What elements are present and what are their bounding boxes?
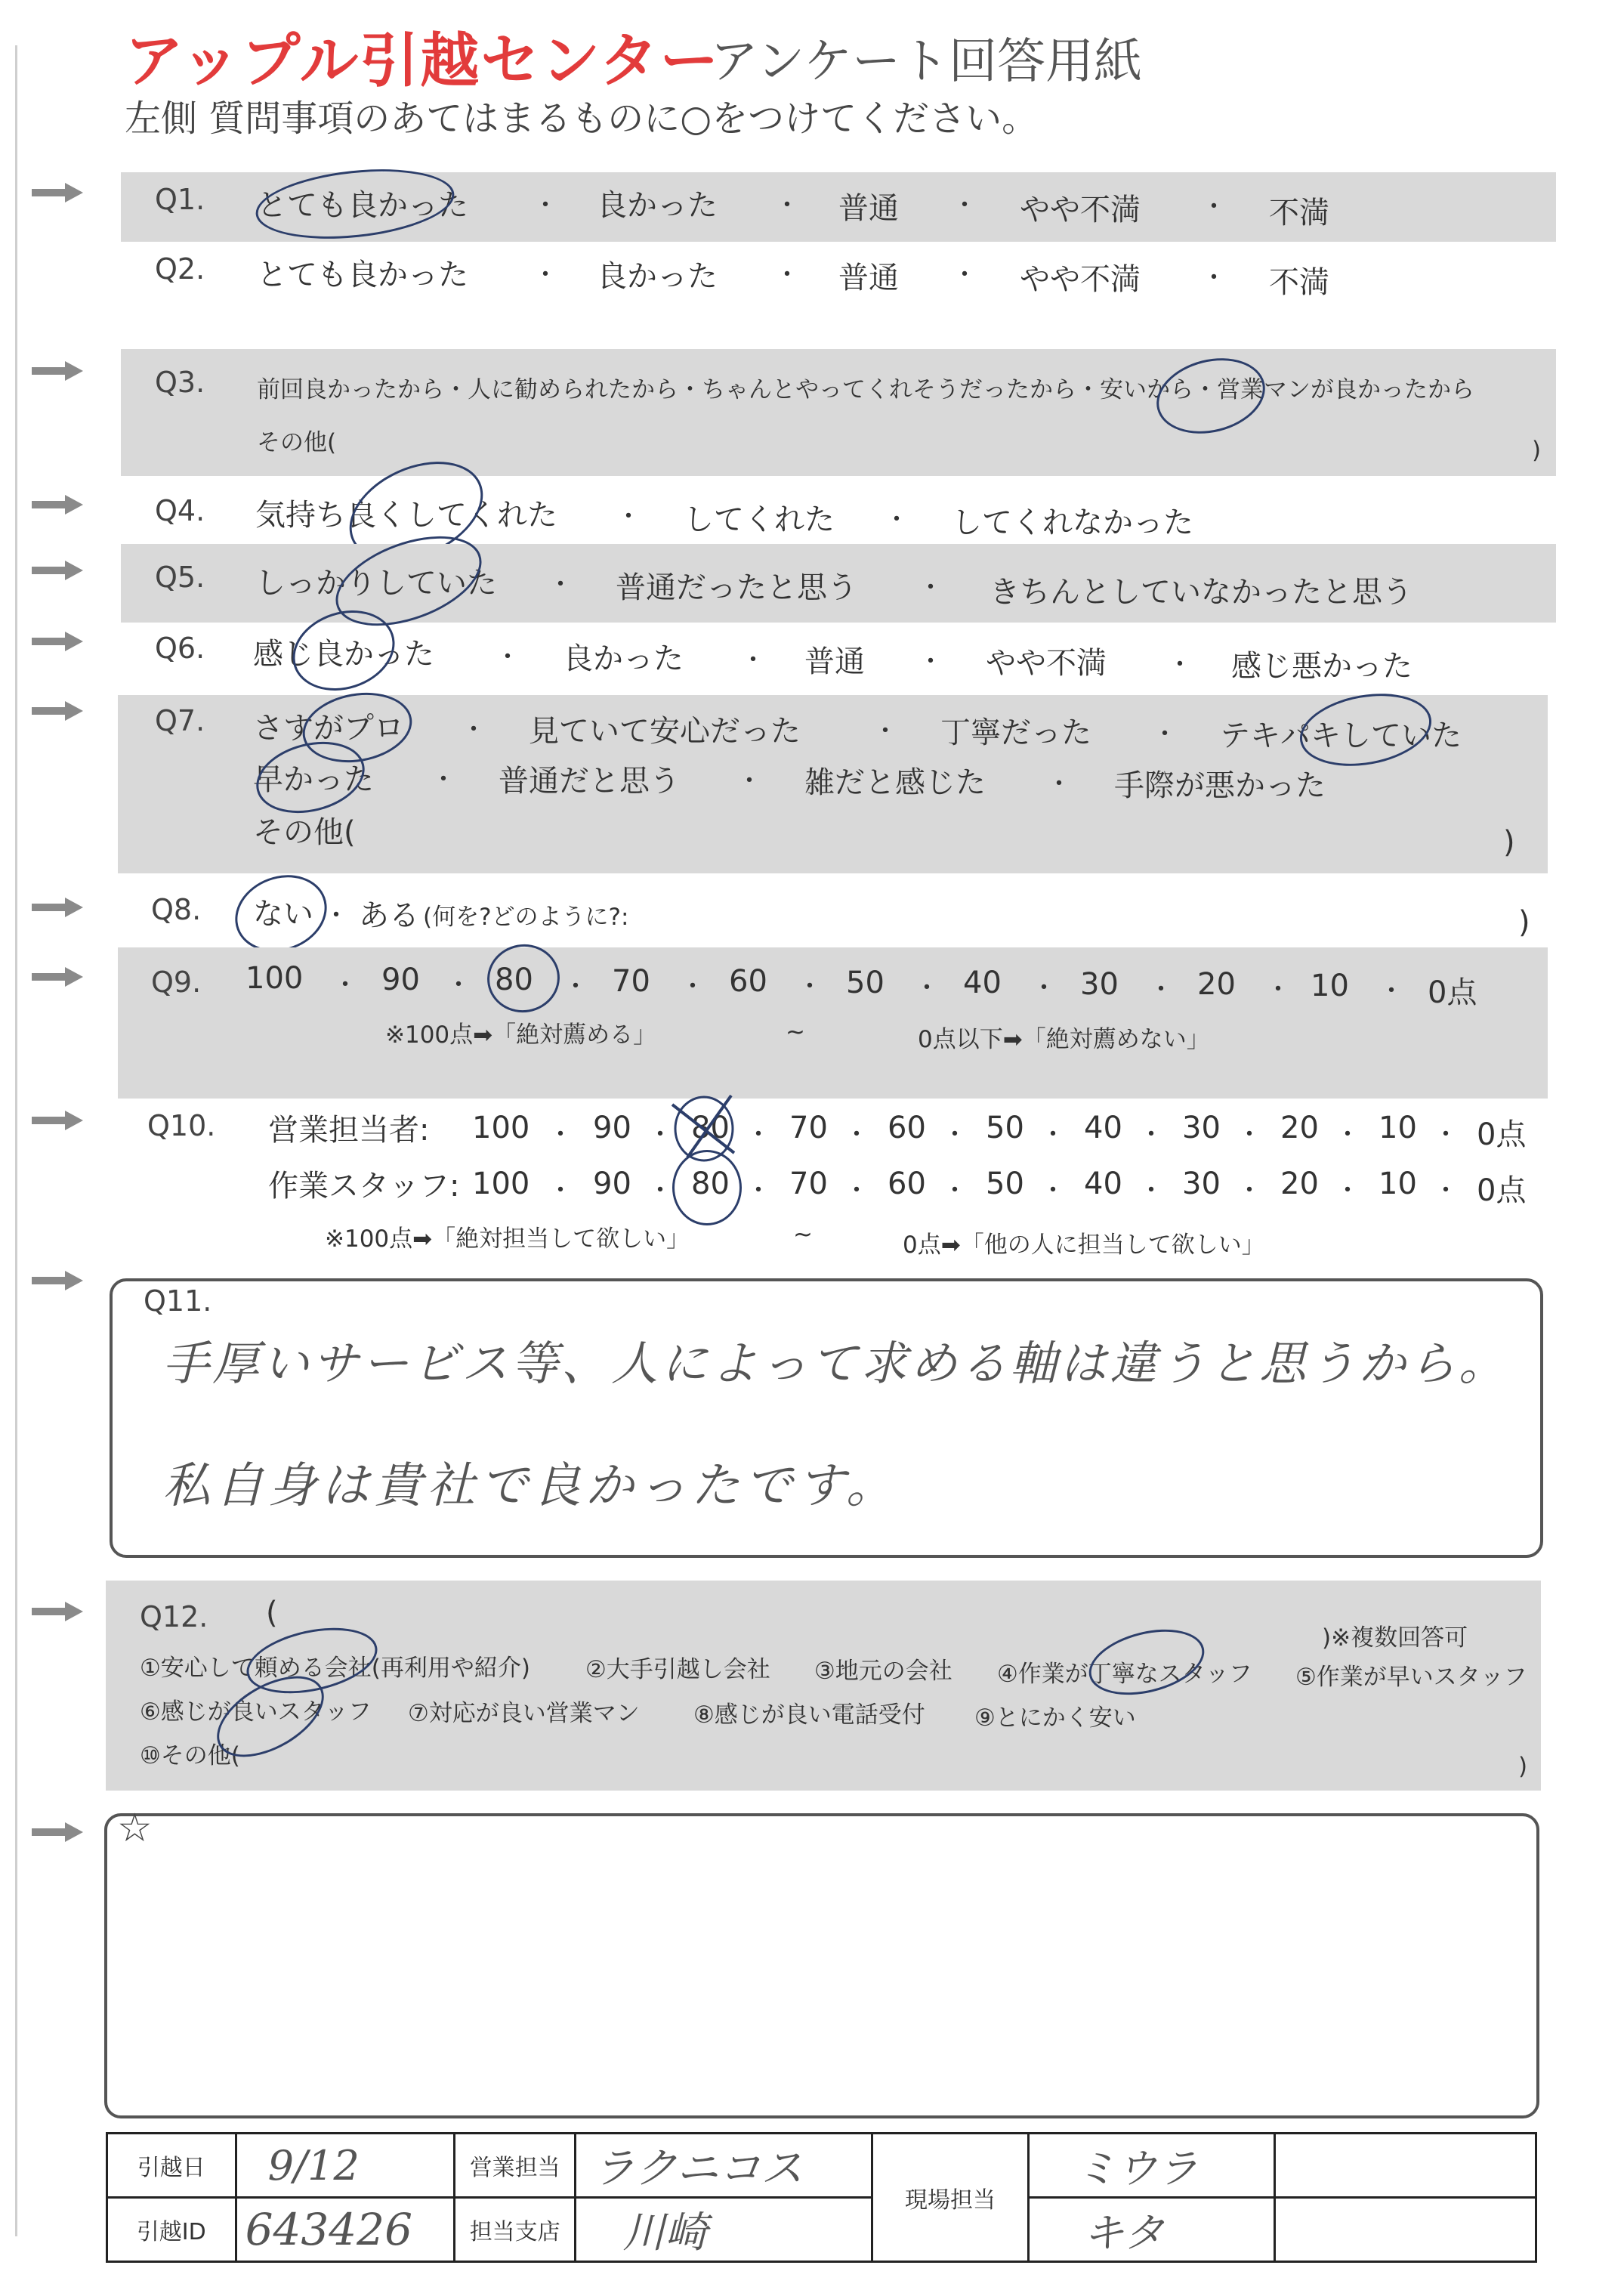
margin-arrow [32, 898, 85, 917]
q7-option-5[interactable]: 早かった [253, 762, 374, 797]
q10-sales-score-70[interactable]: 70 [789, 1111, 828, 1145]
site-staff-value-1: ミウラ [1075, 2144, 1198, 2193]
q10-note-right: 0点➡「他の人に担当して欲しい」 [903, 1231, 1265, 1259]
q8-prompt[interactable]: (何を?どのように?: [423, 904, 629, 931]
binding-line [15, 45, 17, 2236]
q12-option-4[interactable]: ④作業が丁寧なスタッフ [997, 1661, 1252, 1688]
q7-option-3[interactable]: 丁寧だった [940, 715, 1091, 750]
q7-other[interactable]: その他( [253, 815, 356, 850]
separator: ・ [1152, 719, 1178, 749]
separator: ・ [844, 1120, 869, 1150]
q11-handwriting-line1: 手厚いサービス等、人によって求める軸は違うと思うから。 [162, 1336, 1509, 1391]
q9-score-50[interactable]: 50 [846, 966, 885, 1000]
q2-option-1[interactable]: とても良かった [257, 258, 468, 292]
q12-option-1[interactable]: ①安心して頼める会社(再利用や紹介) [140, 1655, 530, 1682]
q3-other[interactable]: その他( [257, 429, 337, 456]
q3-close: ) [1532, 437, 1542, 464]
q10-sales-score-20[interactable]: 20 [1280, 1111, 1319, 1145]
sales-rep-value: ラクニコス [592, 2144, 804, 2193]
q5-label: Q5. [155, 561, 205, 594]
separator: ・ [746, 1120, 771, 1150]
separator: ・ [1138, 1176, 1164, 1206]
star-icon: ☆ [117, 1806, 153, 1851]
q9-label: Q9. [151, 966, 202, 999]
q4-option-3[interactable]: してくれなかった [952, 505, 1193, 540]
instruction-text: 左側 質問事項のあてはまるものに○をつけてください。 [125, 97, 1039, 140]
separator: ・ [774, 190, 800, 221]
separator: ・ [533, 190, 558, 221]
margin-arrow [32, 632, 85, 651]
separator: ・ [431, 765, 456, 795]
site-staff-value-2: キタ [1082, 2208, 1165, 2257]
q9-score-90[interactable]: 90 [381, 963, 420, 997]
company-title: アップル引越センター [125, 27, 721, 95]
q9-score-30[interactable]: 30 [1080, 967, 1119, 1002]
q5-option-3[interactable]: きちんとしていなかったと思う [990, 575, 1413, 610]
q10-staff-score-50[interactable]: 50 [986, 1167, 1024, 1201]
q4-label: Q4. [155, 494, 205, 527]
q12-option-7[interactable]: ⑦対応が良い営業マン [408, 1700, 640, 1727]
separator: ・ [746, 1176, 771, 1206]
separator: ・ [332, 970, 358, 1000]
form-subtitle: アンケート回答用紙 [710, 34, 1143, 90]
q11-handwriting-line2: 私自身は貴社で良かったです。 [162, 1458, 899, 1514]
q6-option-2[interactable]: 良かった [563, 641, 684, 676]
empty-cell [1274, 2134, 1536, 2198]
q10-sales-score-40[interactable]: 40 [1084, 1111, 1122, 1145]
q12-close: ) [1518, 1753, 1528, 1780]
q10-staff-score-30[interactable]: 30 [1182, 1167, 1221, 1201]
q10-sales-score-30[interactable]: 30 [1182, 1111, 1221, 1145]
separator: ・ [495, 642, 520, 672]
q10-row2-label: 作業スタッフ: [268, 1169, 460, 1204]
separator: ・ [1040, 1176, 1066, 1206]
q11-label: Q11. [144, 1284, 212, 1318]
q12-option-2[interactable]: ②大手引越し会社 [585, 1656, 770, 1683]
q9-score-70[interactable]: 70 [612, 964, 650, 999]
q6-option-3[interactable]: 普通 [804, 644, 865, 679]
q6-option-1[interactable]: 感じ良かった [253, 637, 434, 672]
q12-option-6[interactable]: ⑥感じが良いスタッフ [140, 1698, 372, 1726]
separator: ・ [548, 1120, 573, 1150]
separator: ・ [1040, 1120, 1066, 1150]
move-date-value: 9/12 [267, 2141, 360, 2189]
q12-option-8[interactable]: ⑧感じが良い電話受付 [693, 1701, 925, 1729]
separator: ・ [1433, 1120, 1459, 1150]
q2-option-3[interactable]: 普通 [838, 261, 899, 295]
separator: ・ [1237, 1120, 1262, 1150]
site-staff-label: 現場担当 [872, 2134, 1029, 2262]
q9-note-right: 0点以下➡「絶対薦めない」 [918, 1026, 1210, 1053]
q10-staff-score-10[interactable]: 10 [1379, 1167, 1417, 1201]
separator: ・ [942, 1120, 968, 1150]
q9-score-60[interactable]: 60 [729, 964, 767, 999]
q2-option-4[interactable]: やや不満 [1020, 262, 1141, 297]
margin-arrow [32, 967, 85, 987]
q5-option-2[interactable]: 普通だったと思う [616, 570, 857, 605]
q10-sales-score-10[interactable]: 10 [1379, 1111, 1417, 1145]
q9-score-40[interactable]: 40 [963, 966, 1002, 1000]
q10-sales-score-80[interactable]: 80 [691, 1111, 730, 1145]
q9-score-10[interactable]: 10 [1311, 969, 1349, 1003]
q1-option-2[interactable]: 良かった [597, 188, 718, 223]
separator: ・ [1031, 973, 1057, 1003]
move-id-label: 引越ID [107, 2198, 236, 2262]
q12-option-3[interactable]: ③地元の会社 [814, 1658, 952, 1685]
separator: ・ [548, 570, 573, 600]
q6-label: Q6. [155, 632, 205, 665]
separator: ・ [533, 260, 558, 290]
q7-option-2[interactable]: 見ていて安心だった [529, 714, 801, 749]
margin-arrow [32, 361, 85, 381]
separator: ・ [1138, 1120, 1164, 1150]
separator: ・ [914, 973, 940, 1003]
q7-option-8[interactable]: 手際が悪かった [1114, 768, 1326, 803]
separator: ・ [647, 1176, 673, 1206]
q2-label: Q2. [155, 252, 205, 286]
separator: ・ [680, 972, 705, 1002]
q12-note: )※複数回答可 [1322, 1624, 1468, 1652]
q12-option-10[interactable]: ⑩その他( [140, 1742, 240, 1769]
q10-sales-score-0[interactable]: 0点 [1477, 1117, 1527, 1152]
separator: ・ [918, 573, 943, 603]
separator: ・ [1201, 263, 1227, 293]
margin-arrow [32, 701, 85, 721]
q1-option-3[interactable]: 普通 [838, 191, 899, 226]
q7-option-6[interactable]: 普通だと思う [499, 764, 680, 799]
q8-label: Q8. [151, 893, 202, 926]
margin-arrow [32, 1822, 85, 1842]
q3-options[interactable]: 前回良かったから・人に勧められたから・ちゃんとやってくれそうだったから・安いから・営業マンが良かったから [257, 376, 1474, 403]
q12-option-9[interactable]: ⑨とにかく安い [974, 1704, 1136, 1732]
free-comment-box[interactable] [104, 1813, 1539, 2118]
q10-sales-score-90[interactable]: 90 [593, 1111, 631, 1145]
separator: ・ [952, 260, 977, 290]
move-date-label: 引越日 [107, 2134, 236, 2198]
separator: ・ [1335, 1120, 1360, 1150]
q2-option-5[interactable]: 不満 [1269, 265, 1329, 300]
q9-score-80[interactable]: 80 [495, 963, 533, 997]
separator: ・ [740, 645, 766, 675]
q2-option-2[interactable]: 良かった [597, 259, 718, 294]
footer-info-table [106, 2132, 1537, 2263]
q10-staff-score-20[interactable]: 20 [1280, 1167, 1319, 1201]
q7-option-1[interactable]: さすがプロ [253, 711, 404, 746]
separator: ・ [942, 1176, 968, 1206]
q8-option-none[interactable]: ない [253, 897, 313, 932]
q8-close: ) [1518, 905, 1530, 940]
q9-note-tilde: ~ [786, 1018, 805, 1046]
empty-cell [1274, 2198, 1536, 2262]
q1-option-1[interactable]: とても良かった [257, 188, 468, 223]
separator: ・ [872, 716, 898, 746]
q1-label: Q1. [155, 183, 205, 216]
q10-staff-score-70[interactable]: 70 [789, 1167, 828, 1201]
separator: ・ [918, 647, 943, 677]
margin-arrow [32, 183, 85, 202]
answer-circle [672, 1150, 742, 1225]
branch-label: 担当支店 [455, 2198, 576, 2262]
q9-scale [245, 961, 1530, 1010]
separator: ・ [952, 190, 977, 221]
separator: ・ [647, 1120, 673, 1150]
q6-option-5[interactable]: 感じ悪かった [1231, 649, 1413, 684]
separator: ・ [1335, 1176, 1360, 1206]
q8-option-some[interactable]: ある [359, 898, 419, 933]
q10-row1-label: 営業担当者: [268, 1113, 430, 1148]
sales-rep-label: 営業担当 [455, 2134, 576, 2198]
q10-staff-score-80[interactable]: 80 [691, 1167, 730, 1201]
separator: ・ [1433, 1176, 1459, 1206]
q9-score-20[interactable]: 20 [1197, 967, 1236, 1002]
q9-score-100[interactable]: 100 [245, 961, 304, 996]
margin-arrow [32, 1271, 85, 1290]
separator: ・ [1379, 976, 1404, 1006]
q10-note-left: ※100点➡「絶対担当して欲しい」 [325, 1225, 690, 1253]
move-id-value: 643426 [245, 2204, 412, 2255]
q7-option-4[interactable]: テキパキしていた [1220, 718, 1462, 753]
q1-option-5[interactable]: 不満 [1269, 196, 1329, 230]
q12-open: ( [266, 1596, 278, 1630]
margin-arrow [32, 1602, 85, 1621]
q10-note-tilde: ~ [793, 1221, 813, 1248]
separator: ・ [1148, 975, 1174, 1005]
q10-label: Q10. [147, 1109, 216, 1142]
q10-staff-score-90[interactable]: 90 [593, 1167, 631, 1201]
separator: ・ [1237, 1176, 1262, 1206]
q10-staff-scale [472, 1167, 1575, 1212]
separator: ・ [1265, 975, 1291, 1005]
margin-arrow [32, 561, 85, 580]
separator: ・ [461, 715, 486, 745]
separator: ・ [323, 901, 349, 931]
separator: ・ [774, 260, 800, 290]
separator: ・ [563, 972, 588, 1002]
separator: ・ [1201, 192, 1227, 222]
q7-label: Q7. [155, 704, 205, 737]
q6-option-4[interactable]: やや不満 [986, 646, 1107, 681]
q3-label: Q3. [155, 366, 205, 399]
separator: ・ [1167, 650, 1193, 680]
q10-sales-score-100[interactable]: 100 [472, 1111, 530, 1145]
separator: ・ [616, 502, 641, 532]
separator: ・ [884, 505, 909, 535]
q10-staff-score-60[interactable]: 60 [888, 1167, 926, 1201]
margin-arrow [32, 1111, 85, 1130]
separator: ・ [736, 766, 762, 796]
q7-option-7[interactable]: 雑だと感じた [804, 765, 986, 800]
q1-option-4[interactable]: やや不満 [1020, 193, 1141, 227]
q7-close: ) [1503, 825, 1515, 860]
branch-value: 川崎 [622, 2208, 708, 2257]
q10-sales-score-50[interactable]: 50 [986, 1111, 1024, 1145]
q4-option-1[interactable]: 気持ち良くしてくれた [255, 498, 557, 533]
separator: ・ [797, 972, 823, 1002]
q12-option-5[interactable]: ⑤作業が早いスタッフ [1295, 1664, 1527, 1691]
separator: ・ [844, 1176, 869, 1206]
separator: ・ [446, 970, 471, 1000]
q9-note-left: ※100点➡「絶対薦める」 [385, 1021, 657, 1049]
q10-staff-score-0[interactable]: 0点 [1477, 1173, 1527, 1208]
q9-score-0[interactable]: 0点 [1428, 975, 1477, 1010]
margin-arrow [32, 495, 85, 515]
q12-label: Q12. [140, 1600, 208, 1633]
q10-sales-scale [472, 1111, 1575, 1156]
separator: ・ [548, 1176, 573, 1206]
q4-option-2[interactable]: してくれた [684, 502, 835, 537]
q10-sales-score-60[interactable]: 60 [888, 1111, 926, 1145]
q10-staff-score-40[interactable]: 40 [1084, 1167, 1122, 1201]
q5-option-1[interactable]: しっかりしていた [255, 566, 497, 601]
separator: ・ [1046, 769, 1072, 799]
q10-staff-score-100[interactable]: 100 [472, 1167, 530, 1201]
